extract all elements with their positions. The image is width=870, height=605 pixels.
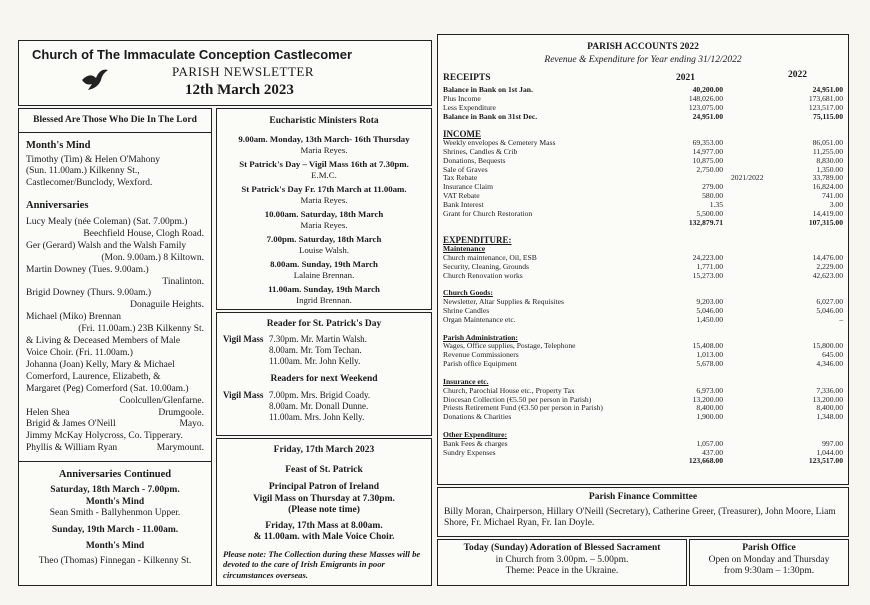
amount-2022: 14,419.00 bbox=[812, 208, 843, 218]
account-label: Priests Retirement Fund (€3.50 per person in Parish) bbox=[443, 403, 603, 413]
amount-2022: 1,348.00 bbox=[816, 412, 843, 422]
account-row bbox=[443, 360, 843, 369]
patron-line: Principal Patron of Ireland bbox=[268, 482, 380, 492]
newsletter-label: PARISH NEWSLETTER bbox=[172, 64, 314, 79]
ann-line: (Mon. 9.00am.) 8 Kiltown. bbox=[101, 252, 204, 263]
amount-2022: 14,476.00 bbox=[812, 253, 843, 263]
finance-heading: Parish Finance Committee bbox=[588, 492, 698, 502]
account-label: Sale of Graves bbox=[443, 164, 488, 174]
ann-line: Voice Choir. (Fri. 11.00am.) bbox=[26, 347, 133, 358]
amount-2021: 1,450.00 bbox=[696, 314, 723, 324]
amount-2022: 2,229.00 bbox=[816, 261, 843, 271]
ann-line: & Living & Deceased Members of Male bbox=[26, 336, 181, 347]
amount-2021: 1,900.00 bbox=[696, 412, 723, 422]
account-label: Church Goods: bbox=[443, 288, 493, 298]
ann-line: Brigid & James O'Neill bbox=[26, 419, 116, 430]
account-row bbox=[443, 440, 843, 449]
tax-rebate-period: 2021/2022 bbox=[731, 173, 764, 183]
account-label: Diocesan Collection (€5.50 per person in Parish) bbox=[443, 394, 592, 404]
amount-2022: 8,400.00 bbox=[816, 403, 843, 413]
account-row bbox=[443, 457, 843, 466]
rota-time: 11.00am. Sunday, 19th March bbox=[268, 283, 380, 294]
amount-2021: 9,203.00 bbox=[696, 297, 723, 307]
amount-2022: 1,350.00 bbox=[816, 164, 843, 174]
amount-2021: 1,013.00 bbox=[696, 350, 723, 360]
next-vigil-label: Vigil Mass bbox=[223, 390, 264, 400]
account-label: Weekly envelopes & Cemetery Mass bbox=[443, 138, 556, 148]
amount-2022: 5,046.00 bbox=[816, 306, 843, 316]
blessed-heading: Blessed Are Those Who Die In The Lord bbox=[33, 115, 197, 125]
account-label: Donations & Charities bbox=[443, 412, 512, 422]
account-label: EXPENDITURE: bbox=[443, 235, 512, 246]
office-box bbox=[689, 539, 849, 586]
rota-time: St Patrick's Day – Vigil Mass 16th at 7.30pm. bbox=[239, 158, 409, 169]
amount-2021: 2,750.00 bbox=[696, 164, 723, 174]
ann-line: Tinalinton. bbox=[162, 276, 204, 287]
amount-2022: 16,824.00 bbox=[812, 182, 843, 192]
amount-2022: 741.00 bbox=[822, 191, 843, 201]
account-label: Parish office Equipment bbox=[443, 359, 517, 369]
mm-line: Timothy (Tim) & Helen O'Mahony bbox=[26, 154, 161, 165]
account-label: Parish Administration: bbox=[443, 332, 518, 342]
account-label: Balance in Bank on 1st Jan. bbox=[443, 85, 533, 94]
amount-2022: 4,346.00 bbox=[816, 359, 843, 369]
accounts-title: PARISH ACCOUNTS 2022 bbox=[587, 42, 699, 52]
ann-line: Brigid Downey (Thurs. 9.00am.) bbox=[26, 288, 152, 299]
amount-2021: 69,353.00 bbox=[692, 138, 723, 148]
office-line2: from 9:30am – 1:30pm. bbox=[723, 566, 815, 576]
account-row bbox=[443, 219, 843, 228]
office-line1: Open on Monday and Thursday bbox=[708, 554, 830, 565]
amount-2022: 86,051.00 bbox=[812, 138, 843, 148]
fri-mass2: & 11.00am. with Male Voice Choir. bbox=[253, 532, 395, 542]
rota-time: 7.00pm. Saturday, 18th March bbox=[266, 233, 382, 244]
rota-time: 10.00am. Saturday, 18th March bbox=[264, 208, 384, 219]
account-label: Balance in Bank on 31st Dec. bbox=[443, 111, 538, 121]
ann-line: Comerford, Laurence, Elizabeth, & bbox=[26, 371, 161, 382]
amount-2021: 123,668.00 bbox=[688, 456, 723, 466]
account-row bbox=[443, 281, 843, 290]
fri-mass: Friday, 17th Mass at 8.00am. bbox=[265, 520, 383, 531]
next-readers-heading: Readers for next Weekend bbox=[270, 373, 378, 384]
reader-line: 7.30pm. Mr. Martin Walsh. bbox=[269, 333, 367, 344]
accounts-subtitle: Revenue & Expenditure for Year ending 31/12/2022 bbox=[544, 55, 742, 65]
reader-heading: Reader for St. Patrick's Day bbox=[266, 319, 382, 329]
vigil-note: Vigil Mass on Thursday at 7.30pm. bbox=[253, 493, 395, 504]
amount-2021: 1,771.00 bbox=[696, 261, 723, 271]
anniversaries-heading: Anniversaries bbox=[26, 200, 89, 211]
collection-note: Please note: The Collection during these Masses will be devoted to the care of Irish Emigrants in poor circumstances overseas. bbox=[223, 548, 421, 580]
cont-mm1: Month's Mind bbox=[85, 496, 145, 507]
account-label: Plus Income bbox=[443, 93, 481, 103]
account-label: Bank Fees & charges bbox=[443, 438, 508, 448]
ann-line: Martin Downey (Tues. 9.00am.) bbox=[26, 264, 149, 275]
readers-box bbox=[216, 312, 432, 436]
account-label: Bank Interest bbox=[443, 199, 484, 209]
finance-members: Billy Moran, Chairperson, Hillary O'Neill (Secretary), Catherine Greer, (Treasurer), John Moore, Liam Shore, Fr. Michael Ryan, Fr. Ian Doyle. bbox=[444, 506, 836, 528]
amount-2022: 645.00 bbox=[822, 350, 843, 360]
account-label: INCOME bbox=[443, 129, 481, 140]
amount-2021: 24,951.00 bbox=[692, 111, 723, 121]
ann-line: Beechfield House, Clogh Road. bbox=[83, 228, 204, 239]
finance-box bbox=[437, 487, 849, 537]
amount-2021: 24,223.00 bbox=[692, 253, 723, 263]
account-row bbox=[443, 369, 843, 378]
amount-2022: 173,681.00 bbox=[808, 93, 843, 103]
account-row bbox=[443, 413, 843, 422]
friday-heading: Friday, 17th March 2023 bbox=[273, 445, 375, 455]
account-row bbox=[443, 113, 843, 122]
rota-box bbox=[216, 108, 432, 310]
account-row bbox=[443, 86, 843, 95]
ann-line: Mayo. bbox=[179, 419, 204, 430]
account-row bbox=[443, 298, 843, 307]
rota-name: Maria Reyes. bbox=[300, 219, 348, 230]
rota-time: 9.00am. Monday, 13th March- 16th Thursday bbox=[238, 133, 410, 144]
account-label: Wages, Office supplies, Postage, Telephone bbox=[443, 341, 576, 351]
account-row bbox=[443, 166, 843, 175]
account-row bbox=[443, 174, 843, 183]
next-reader-line: 7.00pm. Mrs. Brigid Coady. bbox=[269, 390, 371, 400]
feast-heading: Feast of St. Patrick bbox=[285, 464, 363, 475]
ann-line: (Fri. 11.00am.) 23B Kilkenny St. bbox=[78, 324, 204, 335]
amount-2022: 75,115.00 bbox=[813, 111, 843, 121]
account-label: Church maintenance, Oil, ESB bbox=[443, 253, 537, 263]
account-label: Less Expenditure bbox=[443, 102, 496, 112]
year-2021: 2021 bbox=[676, 73, 695, 83]
receipts-label: RECEIPTS bbox=[443, 73, 491, 83]
left-column bbox=[18, 108, 212, 586]
amount-2021: 5,046.00 bbox=[696, 306, 723, 316]
rota-name: Ingrid Brennan. bbox=[296, 294, 352, 305]
next-reader-line: 11.00am. Mrs. John Kelly. bbox=[269, 412, 365, 422]
amount-2022: 6,027.00 bbox=[816, 297, 843, 307]
ann-line: Margaret (Peg) Comerford (Sat. 10.00am.) bbox=[26, 383, 189, 394]
account-row bbox=[443, 272, 843, 281]
amount-2022: 33,789.00 bbox=[812, 173, 843, 183]
amount-2022: 11,255.00 bbox=[812, 146, 843, 156]
account-label: Tax Rebate bbox=[443, 173, 478, 183]
amount-2021: 279.00 bbox=[702, 182, 723, 192]
adoration-line2: Theme: Peace in the Ukraine. bbox=[505, 566, 619, 576]
months-mind-text bbox=[26, 155, 204, 190]
rota-heading: Eucharistic Ministers Rota bbox=[269, 116, 379, 126]
amount-2022: 42,623.00 bbox=[812, 270, 843, 280]
account-label: VAT Rebate bbox=[443, 191, 480, 201]
amount-2021: 14,977.00 bbox=[692, 146, 723, 156]
amount-2021: 132,879.71 bbox=[688, 217, 723, 227]
ann-line: Marymount. bbox=[156, 443, 204, 454]
newsletter-date: 12th March 2023 bbox=[185, 82, 294, 98]
office-heading: Parish Office bbox=[742, 543, 796, 553]
rota-name: Lalaine Brennan. bbox=[293, 269, 355, 280]
cont-sun: Sunday, 19th March - 11.00am. bbox=[51, 524, 179, 535]
amount-2022: 24,951.00 bbox=[812, 85, 843, 94]
months-mind-heading: Month's Mind bbox=[26, 139, 91, 151]
amount-2022: 123,517.00 bbox=[808, 456, 843, 466]
amount-2021: 6,973.00 bbox=[696, 385, 723, 395]
rota-time: 8.00am. Sunday, 19th March bbox=[270, 258, 378, 269]
amount-2021: 437.00 bbox=[702, 447, 723, 457]
cont-sat: Saturday, 18th March - 7.00pm. bbox=[50, 485, 180, 496]
account-label: Church Renovation works bbox=[443, 270, 523, 280]
ann-line: Helen Shea bbox=[26, 407, 70, 418]
anniversaries-list bbox=[26, 217, 204, 455]
adoration-line1: in Church from 3.00pm. – 5.00pm. bbox=[495, 554, 629, 565]
amount-2022: 3.00 bbox=[829, 199, 843, 209]
ann-line: Coolcullen/Glenfarne. bbox=[119, 395, 204, 406]
account-row bbox=[443, 236, 843, 245]
ann-line: Donaguile Heights. bbox=[130, 300, 204, 311]
amount-2021: 10,875.00 bbox=[692, 155, 723, 165]
account-row bbox=[443, 95, 843, 104]
accounts-table bbox=[443, 86, 843, 466]
account-row bbox=[443, 316, 843, 325]
amount-2021: 148,026.00 bbox=[688, 93, 723, 103]
account-row bbox=[443, 210, 843, 219]
cont-theo: Theo (Thomas) Finnegan - Kilkenny St. bbox=[38, 555, 192, 566]
note-time: (Please note time) bbox=[288, 505, 360, 515]
amount-2022: 13,200.00 bbox=[812, 394, 843, 404]
reader-line: 11.00am. Mr. John Kelly. bbox=[269, 355, 361, 366]
account-label: Shrines, Candles & Crib bbox=[443, 146, 518, 156]
ann-line: Jimmy McKay Holycross, Co. Tipperary. bbox=[26, 431, 183, 442]
account-label: Church, Parochial House etc., Property Tax bbox=[443, 385, 575, 395]
amount-2022: 8,830.00 bbox=[816, 155, 843, 165]
account-label: Security, Cleaning, Grounds bbox=[443, 261, 529, 271]
amount-2022: 123,517.00 bbox=[808, 102, 843, 112]
account-label: Organ Maintenance etc. bbox=[443, 314, 516, 324]
amount-2021: 1,057.00 bbox=[696, 438, 723, 448]
ann-line: Johanna (Joan) Kelly, Mary & Michael bbox=[26, 359, 175, 370]
account-label: Donations, Bequests bbox=[443, 155, 506, 165]
account-label: Revenue Commissioners bbox=[443, 350, 519, 360]
amount-2022: – bbox=[839, 314, 843, 324]
mm-line: (Sun. 11.00am.) Kilkenny St., bbox=[26, 166, 140, 176]
ann-line: Lucy Mealy (née Coleman) (Sat. 7.00pm.) bbox=[26, 217, 188, 227]
cont-sean: Sean Smith - Ballyhenmon Upper. bbox=[49, 508, 181, 519]
rota-list bbox=[221, 134, 427, 306]
reader-line: 8.00am. Mr. Tom Techan. bbox=[269, 344, 362, 355]
rota-name: Maria Reyes. bbox=[300, 144, 348, 155]
rota-time: St Patrick's Day Fr. 17th March at 11.00am. bbox=[241, 183, 407, 194]
amount-2022: 1,044.00 bbox=[816, 447, 843, 457]
account-label: Insurance Claim bbox=[443, 182, 493, 192]
account-row bbox=[443, 192, 843, 201]
amount-2021: 123,075.00 bbox=[688, 102, 723, 112]
amount-2021: 15,408.00 bbox=[692, 341, 723, 351]
mm-line: Castlecomer/Bunclody, Wexford. bbox=[26, 177, 153, 188]
reader-vigil-label: Vigil Mass bbox=[223, 333, 264, 344]
st-patrick-box bbox=[216, 438, 432, 586]
amount-2021: 13,200.00 bbox=[692, 394, 723, 404]
amount-2022: 107,315.00 bbox=[808, 217, 843, 227]
account-row bbox=[443, 157, 843, 166]
account-label: Grant for Church Restoration bbox=[443, 208, 533, 218]
account-label: Sundry Expenses bbox=[443, 447, 496, 457]
adoration-box bbox=[437, 539, 687, 586]
account-label: Other Expenditure: bbox=[443, 429, 508, 439]
rota-name: Louise Walsh. bbox=[299, 244, 349, 255]
ann-line: Michael (Miko) Brennan bbox=[26, 312, 121, 323]
amount-2021: 15,273.00 bbox=[692, 270, 723, 280]
amount-2021: 8,400.00 bbox=[696, 403, 723, 413]
rota-name: Maria Reyes. bbox=[300, 194, 348, 205]
rota-name: E.M.C. bbox=[311, 169, 337, 180]
dove-icon bbox=[80, 66, 110, 94]
cont-heading: Anniversaries Continued bbox=[58, 469, 172, 481]
ann-line: Drumgoole. bbox=[158, 407, 204, 418]
church-name: Church of The Immaculate Conception Castlecomer bbox=[32, 47, 353, 62]
account-row bbox=[443, 449, 843, 458]
year-2022: 2022 bbox=[788, 70, 807, 80]
amount-2022: 7,336.00 bbox=[816, 385, 843, 395]
amount-2021: 580.00 bbox=[702, 191, 723, 201]
cont-mm2: Month's Mind bbox=[85, 541, 145, 552]
amount-2021: 1.35 bbox=[709, 199, 723, 209]
amount-2021: 5,678.00 bbox=[696, 359, 723, 369]
amount-2022: 997.00 bbox=[822, 438, 843, 448]
adoration-heading: Today (Sunday) Adoration of Blessed Sacrament bbox=[463, 543, 661, 553]
next-reader-line: 8.00am. Mr. Donall Dunne. bbox=[269, 401, 369, 411]
account-label: Shrine Candles bbox=[443, 306, 490, 316]
ann-line: Phyllis & William Ryan bbox=[26, 443, 118, 454]
account-label: Insurance etc. bbox=[443, 376, 489, 386]
account-row bbox=[443, 183, 843, 192]
ann-line: Ger (Gerard) Walsh and the Walsh Family bbox=[26, 240, 187, 251]
account-row bbox=[443, 121, 843, 130]
amount-2022: 15,800.00 bbox=[812, 341, 843, 351]
account-label: Newsletter, Altar Supplies & Requisites bbox=[443, 297, 564, 307]
account-label: Maintenance bbox=[443, 244, 486, 254]
amount-2021: 5,500.00 bbox=[696, 208, 723, 218]
amount-2021: 40,200.00 bbox=[692, 85, 723, 94]
